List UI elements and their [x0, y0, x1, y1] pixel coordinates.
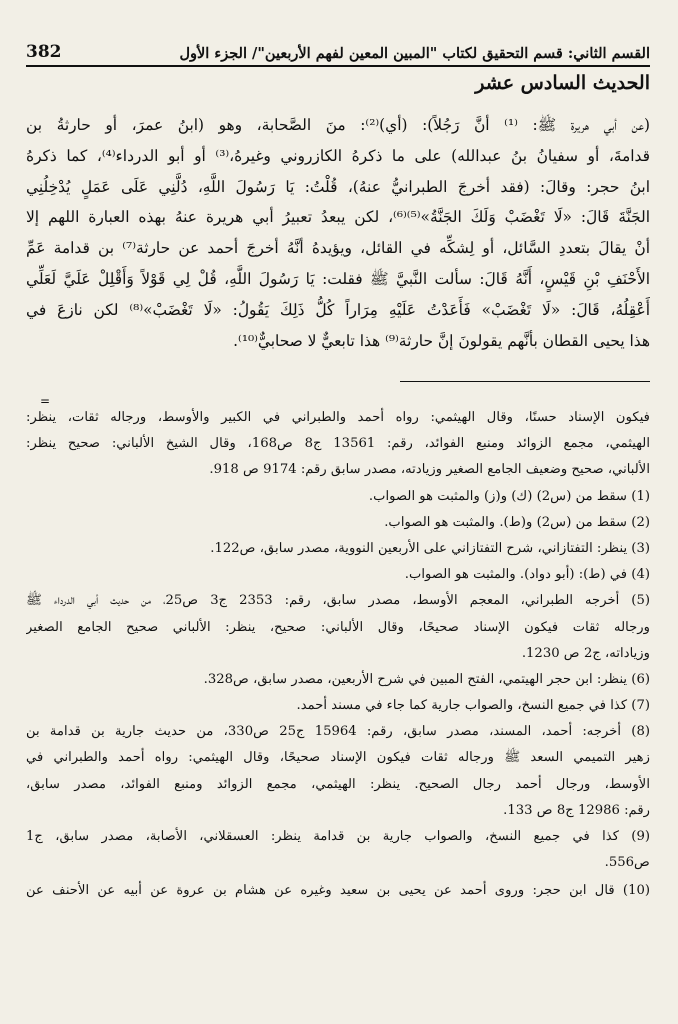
main-text-line: هذا يحيى القطان بأنَّهم يقولونَ إنَّ حارثة⁽⁹⁾ هذا تابعيٌّ لا صحابيٌّ⁽¹⁰⁾.: [233, 331, 650, 350]
section-title: الحديث السادس عشر: [475, 72, 650, 94]
main-text-line: أنْ يقالَ بتعددِ السَّائل، أو لِشكِّه في القائل، ويؤيدهُ أنَّهُ أخرجَ أحمد عن حارثة⁽⁷⁾ بن قدامة عَمِّ: [26, 239, 650, 258]
running-header: [26, 32, 650, 67]
footnote-line: (2) سقط من (س2) و(ط). والمثبت هو الصواب.: [384, 514, 650, 530]
footnote-line: (7) كذا في جميع النسخ، والصواب جارية كما جاء في مسند أحمد.: [296, 698, 650, 714]
footnote-line: وزياداته، ج2 ص 1230.: [521, 645, 650, 661]
main-text-line: ابنُ حجر: وقالَ: (فقد أخرجَ الطبرانيُّ عنهُ)، قُلْتُ: يَا رَسُولَ اللَّهِ، دُلَّنِي عَلَى عَمَلٍ يُدْخِلُنِي: [26, 177, 650, 196]
footnote-line: الألباني، صحيح وضعيف الجامع الصغير وزيادته، مصدر سابق رقم: 9174 ص 918.: [209, 462, 650, 478]
footnote-line: ورجاله ثقات فيكون الإسناد صحيحًا، وقال الألباني: صحيح، ينظر: الألباني صحيح الجامع الصغير: [26, 619, 650, 635]
main-text-line: (عن أبي هريرة ﷺ: ⁽¹⁾ أنَّ رَجُلاً): (أي)⁽²⁾: منَ الصَّحابة، وهو (ابنُ عمرَ، أو حارثةُ بن: [26, 116, 650, 134]
footnote-line: زهير التميمي السعد ﷺ ورجاله ثقات فيكون الإسناد صحيحًا، وقال الهيثمي: رواه أحمد والطبراني في: [26, 750, 650, 766]
page-number: 382: [26, 42, 62, 62]
footnotes: [26, 405, 650, 905]
footnote-divider: [400, 381, 650, 382]
continuation-mark: =: [40, 394, 51, 408]
footnote-line: (10) قال ابن حجر: وروى أحمد عن يحيى بن سعيد وغيره عن هشام بن عروة عن أبيه عن الأحنف عن: [26, 883, 650, 899]
footnote-line: (8) أخرجه: أحمد، المسند، مصدر سابق، رقم: 15964 ج25 ص330، من حديث جارية بن قدامة بن: [26, 724, 650, 740]
footnote-line: (3) ينظر: التفتازاني، شرح التفتازاني على الأربعين النووية، مصدر سابق، ص122.: [210, 540, 650, 556]
footnote-line: ص556.: [604, 855, 650, 871]
main-text-line: أَعْقِلُهُ، قَالَ: «لَا تَغْضَبْ» فَأَعَدْتُ عَلَيْهِ مِرَاراً كُلُّ ذَلِكَ يَقُولُ: «لَا تَغْضَبْ»⁽⁸⁾ لكن نازعَ في: [26, 300, 650, 319]
footnote-line: (6) ينظر: ابن حجر الهيتمي، الفتح المبين في شرح الأربعين، مصدر سابق، ص328.: [203, 671, 650, 687]
footnote-line: (4) في (ط): (أبو دواد). والمثبت هو الصواب.: [404, 567, 650, 583]
footnote-line: (1) سقط من (س2) (ك) و(ز) والمثبت هو الصواب.: [368, 488, 650, 504]
main-text-line: الجَنَّةَ قَالَ: «لَا تَغْضَبْ وَلَكَ الجَنَّةُ»⁽⁵⁾⁽⁶⁾، لكن يبعدُ تعبيرُ أبي هريرة عنهُ بهذه العبارة اللهم إلا: [26, 208, 650, 227]
footnote-line: فيكون الإسناد حسنًا، وقال الهيثمي: رواه أحمد والطبراني في الكبير والأوسط، ورجاله ثقات، ينظر:: [26, 410, 650, 425]
footnote-line: رقم: 12986 ج8 ص 133.: [503, 802, 650, 818]
main-text-line: قدامةَ، أو سفيانُ بنُ عبدالله) على ما ذكرهُ الكازروني وغيرهُ،⁽³⁾ أو أبو الدرداء⁽⁴⁾، كما ذكرهُ: [26, 146, 650, 165]
main-text-line: الأَحْنَفِ بْنِ قَيْسٍ، أَنَّهُ قَالَ: سألت النَّبيَّ ﷺ فقلت: يَا رَسُولَ اللَّهِ، قُلْ لِي قَوْلاً وَأَقْلِلْ عَلَيَّ لَعَلِّي: [26, 269, 650, 288]
running-title: القسم الثاني: قسم التحقيق لكتاب "المبين المعين لفهم الأربعين"/ الجزء الأول: [179, 45, 650, 62]
footnote-line: (9) كذا في جميع النسخ، والصواب جارية بن قدامة ينظر: العسقلاني، الأصابة، مصدر سابق، ج1: [26, 829, 650, 844]
footnote-line: (5) أخرجه الطبراني، المعجم الأوسط، مصدر سابق، رقم: 2353 ج3 ص25، من حديث أبي الدرداء ﷺ: [26, 593, 650, 609]
footnote-line: الهيثمي، مجمع الزوائد ومنبع الفوائد، رقم: 13561 ج8 ص168، وقال الشيخ الألباني: صحيح ينظر:: [26, 436, 650, 452]
footnote-line: الأوسط، ورجال أحمد رجال الصحيح. ينظر: الهيثمي، مجمع الزوائد ومنبع الفوائد، مصدر سابق،: [26, 776, 650, 792]
main-text: [26, 110, 650, 356]
